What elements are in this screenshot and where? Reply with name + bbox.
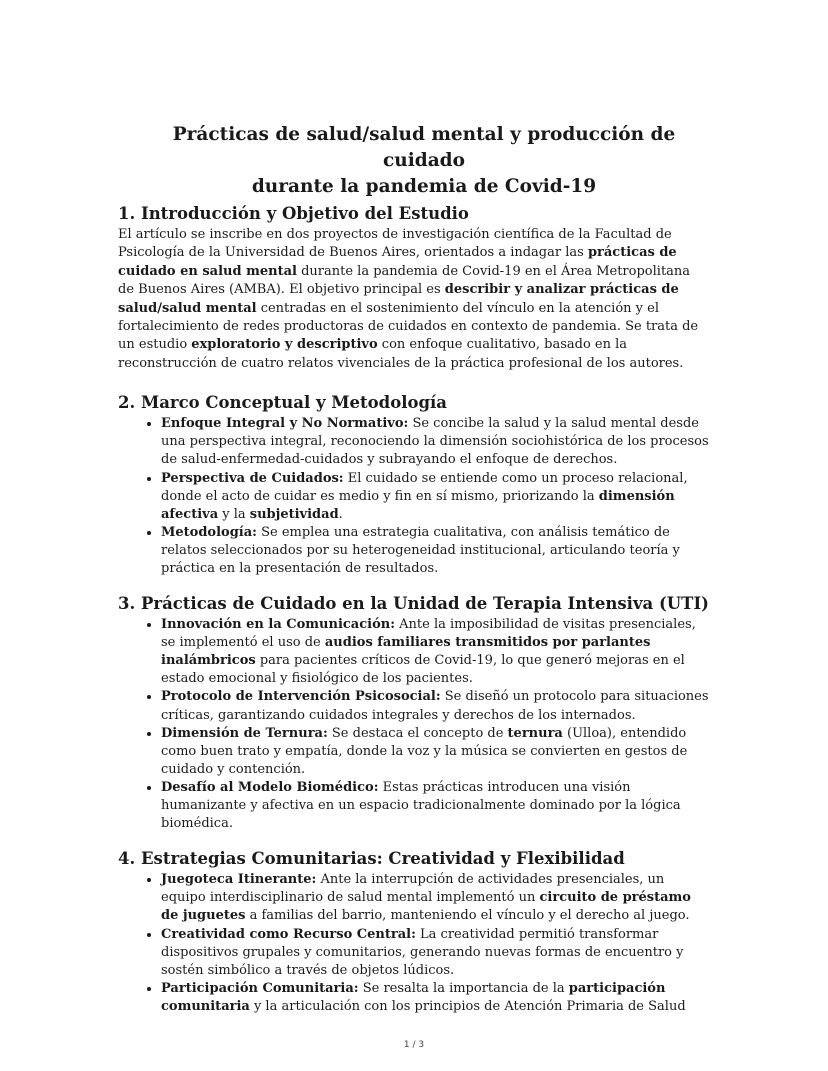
- bold-run: audios familiares transmitidos por parlantes inalámbricos: [161, 635, 651, 669]
- list-item: [161, 779, 710, 833]
- bullet-list: [118, 616, 710, 833]
- list-item: [161, 524, 710, 578]
- text-run: Se emplea una estrategia cualitativa, con análisis temático de relatos seleccionados por su heterogeneidad institucional, articulando teoría y práctica en la presentación de resultados.: [161, 524, 680, 576]
- bold-run: ternura: [507, 725, 563, 741]
- text-run: para pacientes críticos de Covid-19, lo que generó mejoras en el estado emocional y fisiológico de los pacientes.: [161, 653, 685, 687]
- bold-run: subjetividad: [249, 506, 339, 522]
- text-run: Se concibe la salud y la salud mental desde una perspectiva integral, reconociendo la dimensión sociohistórica de los procesos de salud-enfermedad-cuidados y subrayando el enfoque de derechos.: [161, 416, 709, 468]
- section-heading: 4. Estrategias Comunitarias: Creatividad y Flexibilidad: [118, 849, 625, 869]
- list-item: [161, 926, 710, 980]
- text-run: Estas prácticas introducen una visión humanizante y afectiva en un espacio tradicionalmente dominado por la lógica biomédica.: [161, 779, 681, 832]
- bold-run: exploratorio y descriptivo: [191, 337, 378, 353]
- document-title: [118, 122, 710, 200]
- text-run: Se destaca el concepto de: [327, 725, 508, 741]
- bold-run: participación comunitaria: [161, 980, 666, 1014]
- section-marco-conceptual: [118, 391, 710, 578]
- page-number: 1 / 3: [403, 1040, 425, 1050]
- text-run: .: [338, 506, 343, 522]
- bold-run: Innovación en la Comunicación:: [161, 617, 395, 633]
- bold-run: Perspectiva de Cuidados:: [161, 470, 344, 486]
- bullet-list: [118, 871, 710, 1016]
- section-heading: 2. Marco Conceptual y Metodología: [118, 393, 447, 413]
- bold-run: circuito de préstamo de juguetes: [161, 890, 691, 924]
- text-run: El artículo se inscribe en dos proyectos de investigación científica de la Facultad de Psicología de la Universidad de Buenos Aires, orientados a indagar las: [118, 227, 672, 261]
- section-uti: [118, 592, 710, 833]
- text-run: centradas en el sostenimiento del vínculo en la atención y el fortalecimiento de redes productoras de cuidados en contexto de pandemia. Se trata de un estudio: [118, 300, 699, 353]
- text-run: Ante la imposibilidad de visitas presenciales, se implementó el uso de: [161, 617, 696, 651]
- text-run: El cuidado se entiende como un proceso relacional, donde el acto de cuidar es medio y fin en sí mismo, priorizando la: [161, 470, 688, 504]
- text-run: a familias del barrio, manteniendo el vínculo y el derecho al juego.: [245, 908, 690, 924]
- text-run: Se diseñó un protocolo para situaciones críticas, garantizando cuidados integrales y derechos de los internados.: [161, 689, 709, 723]
- bold-run: Metodología:: [161, 524, 257, 540]
- text-run: Ante la interrupción de actividades presenciales, un equipo interdisciplinario de salud mental implementó un: [161, 872, 665, 906]
- text-run: Se resalta la importancia de la: [358, 980, 569, 996]
- bold-run: Protocolo de Intervención Psicosocial:: [161, 689, 441, 705]
- text-run: con enfoque cualitativo, basado en la reconstrucción de cuatro relatos vivenciales de la práctica profesional de los autores.: [118, 337, 684, 371]
- section-heading: 1. Introducción y Objetivo del Estudio: [118, 204, 469, 223]
- text-run: y la: [218, 506, 250, 522]
- bold-run: Enfoque Integral y No Normativo:: [161, 416, 409, 432]
- section-heading: 3. Prácticas de Cuidado en la Unidad de Terapia Intensiva (UTI): [118, 594, 709, 614]
- bold-run: Participación Comunitaria:: [161, 980, 359, 996]
- text-run: y la articulación con los principios de Atención Primaria de Salud: [249, 998, 686, 1014]
- text-run: durante la pandemia de Covid-19 en el Área Metropolitana de Buenos Aires (AMBA). El objetivo principal es: [118, 263, 691, 298]
- list-item: [161, 616, 710, 688]
- title-line-2: durante la pandemia de Covid-19: [251, 176, 597, 197]
- list-item: [161, 470, 710, 524]
- bold-run: Juegoteca Itinerante:: [161, 872, 317, 888]
- section-paragraph: [118, 226, 710, 373]
- bullet-list: [118, 415, 710, 578]
- bold-run: Dimensión de Ternura:: [161, 725, 328, 741]
- list-item: [161, 980, 710, 1016]
- section-introduccion: [118, 202, 710, 373]
- bold-run: Creatividad como Recurso Central:: [161, 926, 416, 942]
- bold-run: prácticas de cuidado en salud mental: [118, 245, 677, 279]
- list-item: [161, 871, 710, 925]
- title-line-1: Prácticas de salud/salud mental y producción de cuidado: [172, 124, 676, 171]
- text-run: La creatividad permitió transformar dispositivos grupales y comunitarios, generando nuevas formas de encuentro y sostén simbólico a través de objetos lúdicos.: [161, 926, 684, 978]
- list-item: [161, 415, 710, 469]
- list-item: [161, 725, 710, 779]
- list-item: [161, 688, 710, 724]
- document-content: [118, 122, 710, 1030]
- bold-run: describir y analizar prácticas de salud/salud mental: [118, 282, 679, 316]
- bold-run: dimensión afectiva: [161, 488, 675, 522]
- text-run: (Ulloa), entendido como buen trato y empatía, donde la voz y la música se convierten en gestos de cuidado y contención.: [161, 725, 688, 777]
- section-estrategias-comunitarias: [118, 847, 710, 1016]
- bold-run: Desafío al Modelo Biomédico:: [161, 779, 379, 795]
